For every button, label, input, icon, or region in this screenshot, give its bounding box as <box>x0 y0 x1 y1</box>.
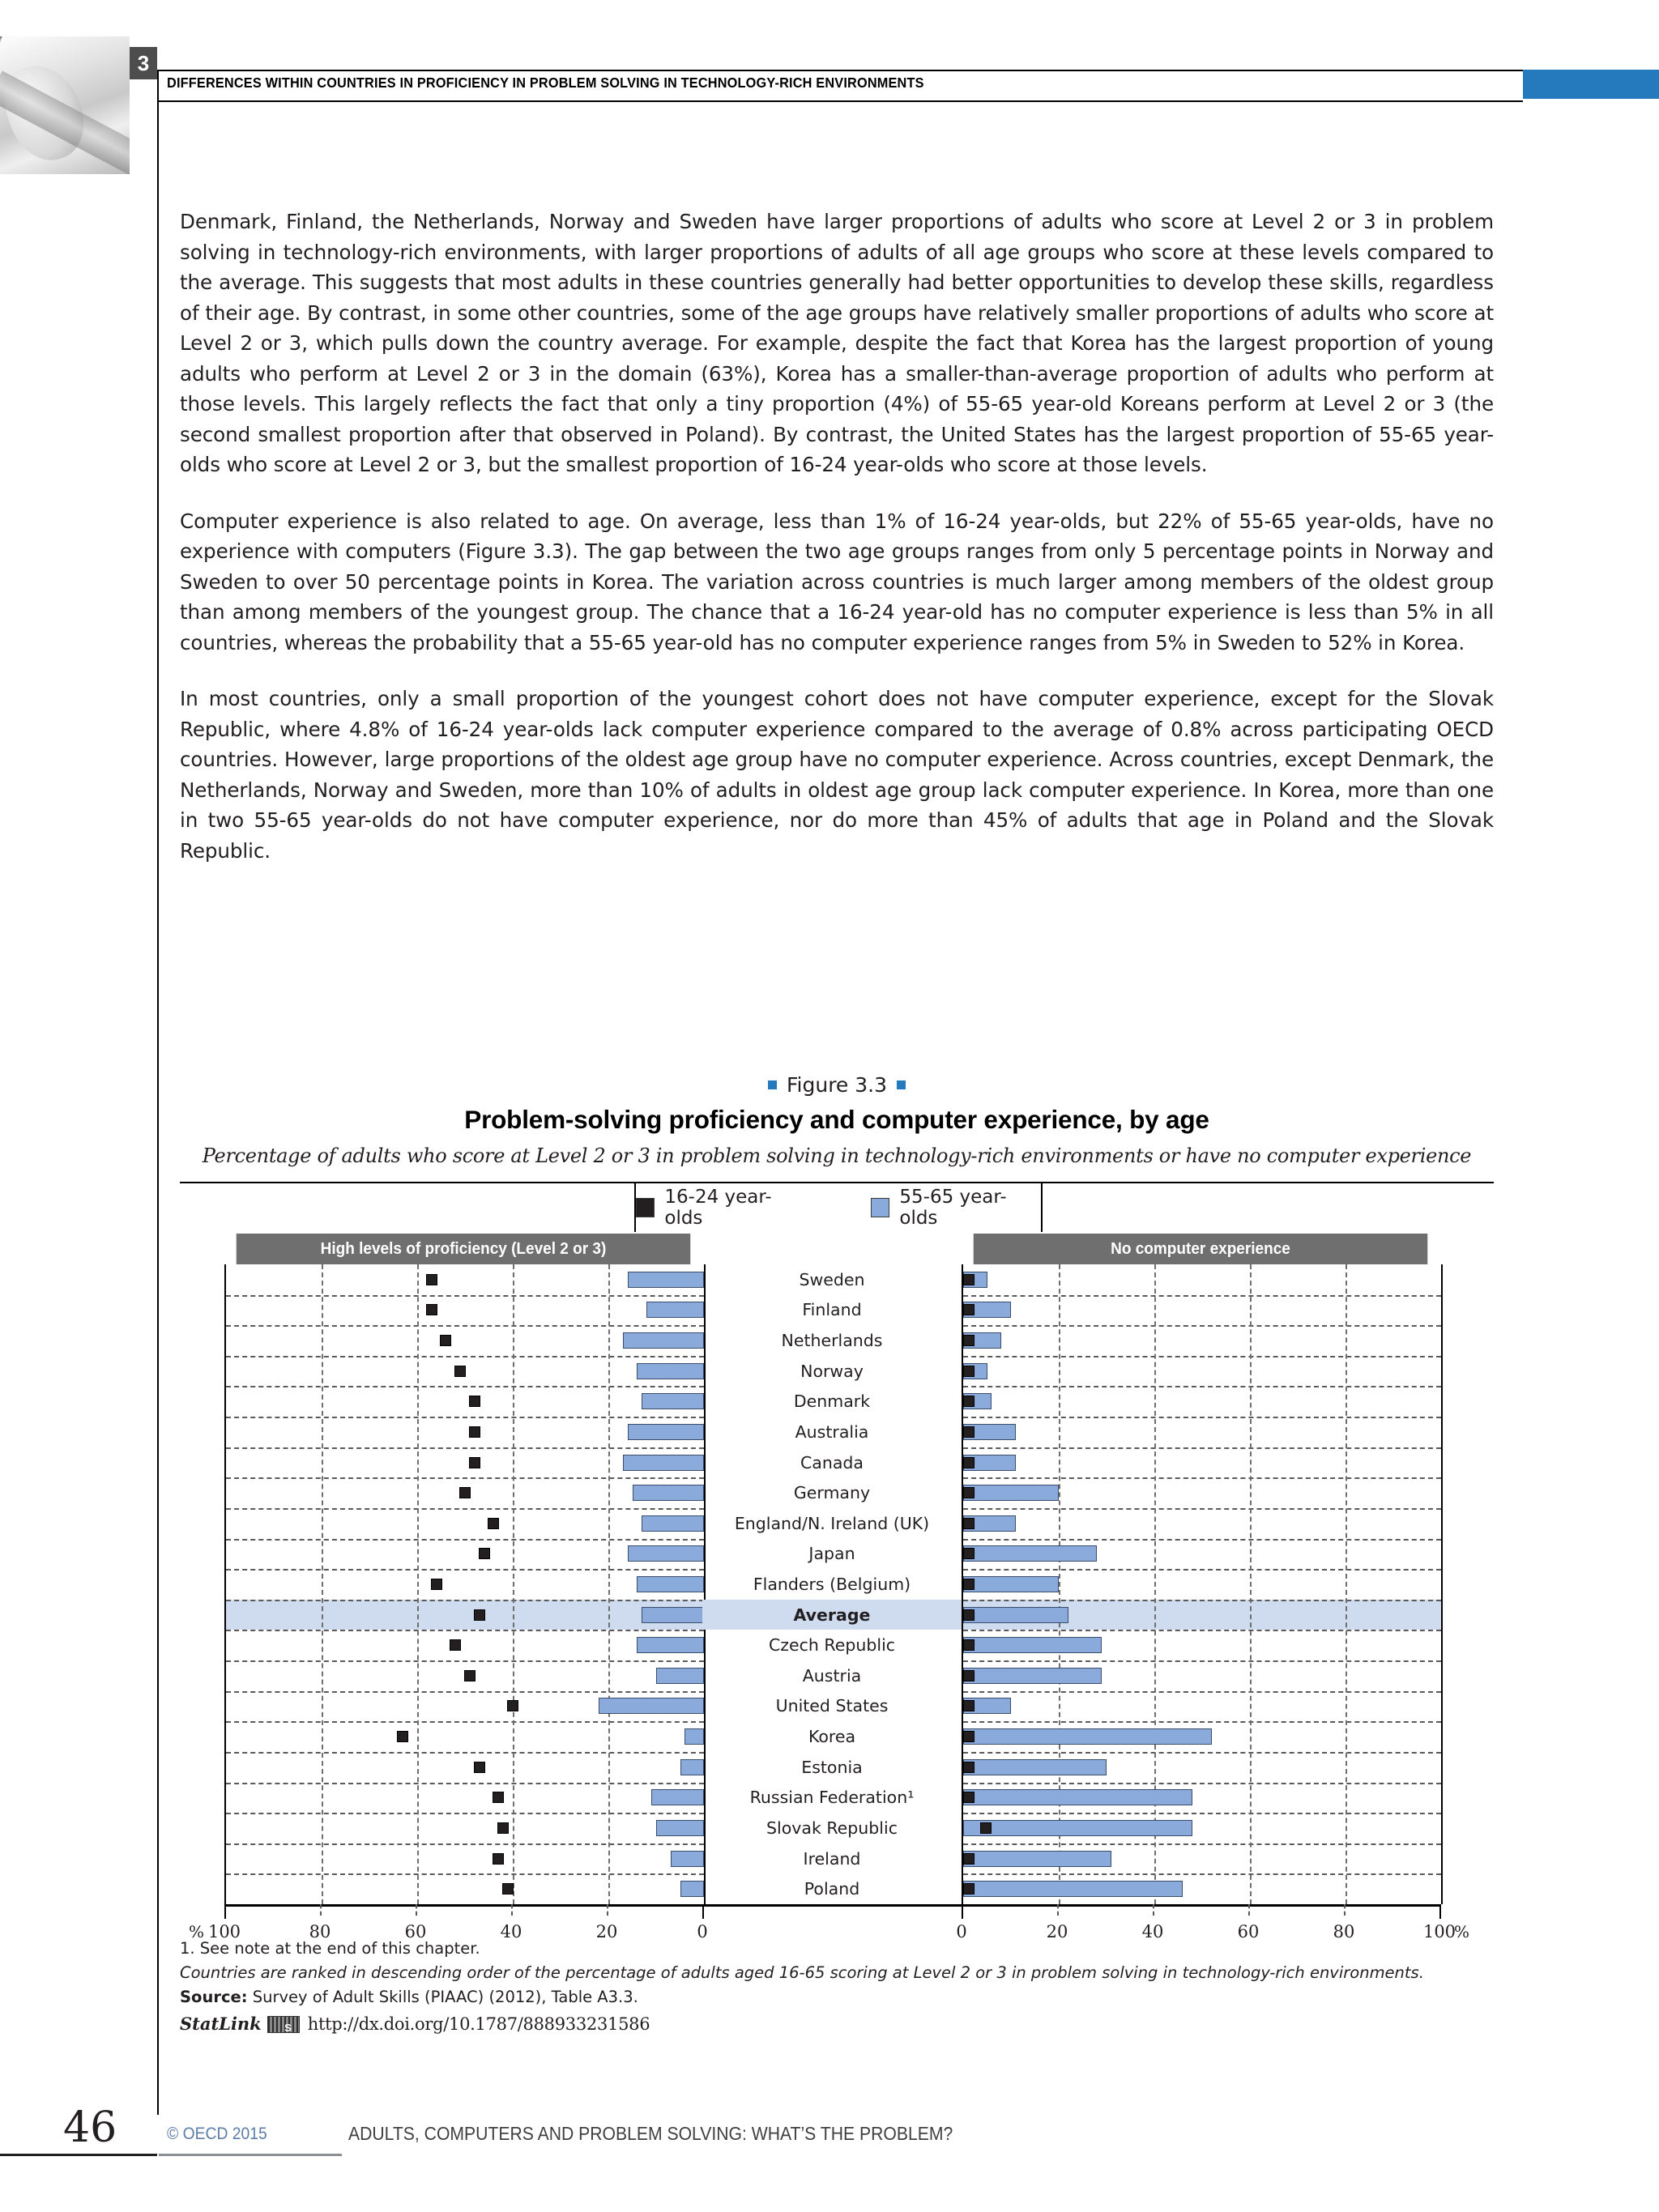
bar-right-old <box>963 1607 1068 1623</box>
marker-right-young <box>963 1670 975 1681</box>
country-label: Average <box>702 1600 962 1630</box>
country-label: Netherlands <box>781 1331 883 1351</box>
vertical-gridline <box>322 1264 323 1904</box>
x-tick-left-60 <box>416 1904 417 1916</box>
country-label: England/N. Ireland (UK) <box>734 1513 930 1533</box>
bar-left-old <box>680 1759 705 1775</box>
legend-swatch-square-icon <box>636 1198 655 1217</box>
x-tick-left-100 <box>224 1904 226 1919</box>
row-gridline <box>226 1783 704 1784</box>
row-gridline <box>963 1295 1441 1297</box>
footer-rule-right <box>159 2154 342 2156</box>
x-axis-line <box>224 1904 1439 1907</box>
country-label: Flanders (Belgium) <box>753 1574 911 1594</box>
marker-left-young <box>454 1366 466 1377</box>
x-tick-right-80 <box>1344 1904 1346 1916</box>
country-label: Austria <box>802 1665 862 1686</box>
row-gridline <box>226 1600 704 1601</box>
row-gridline <box>963 1417 1441 1418</box>
bar-left-old <box>628 1545 704 1562</box>
x-tick-label-right-40: 40 <box>1141 1922 1164 1941</box>
country-label: Sweden <box>799 1269 865 1289</box>
row-gridline <box>226 1660 704 1662</box>
publication-title: ADULTS, COMPUTERS AND PROBLEM SOLVING: WHAT’S THE PROBLEM? <box>348 2123 953 2144</box>
bar-left-old <box>637 1363 704 1379</box>
ranking-note: Countries are ranked in descending order of the percentage of adults aged 16-65 scoring at Level 2 or 3 in problem solving in technology-rich environments. <box>180 1963 1424 1982</box>
page-left-rule <box>157 70 159 2115</box>
row-gridline <box>226 1630 704 1631</box>
country-label: Canada <box>800 1452 864 1473</box>
row-gridline <box>963 1630 1441 1631</box>
marker-left-young <box>493 1792 504 1803</box>
right-panel-axis <box>962 1264 1443 1904</box>
bar-right-old <box>963 1881 1183 1897</box>
source-label: Source: <box>180 1988 248 2006</box>
bar-left-old <box>684 1728 704 1745</box>
row-gridline <box>963 1447 1441 1449</box>
marker-right-young <box>963 1426 975 1438</box>
row-gridline <box>226 1721 704 1723</box>
figure-title: Problem-solving proficiency and computer experience, by age <box>464 1105 1209 1134</box>
marker-left-young <box>397 1731 408 1742</box>
marker-right-young <box>963 1487 975 1498</box>
statlink-row[interactable] <box>180 2012 1508 2036</box>
vertical-gridline <box>417 1264 419 1904</box>
bar-left-old <box>599 1698 704 1714</box>
x-tick-label-left-60: 60 <box>404 1922 427 1941</box>
row-gridline <box>963 1813 1441 1814</box>
legend-label-old: 55-65 year-olds <box>899 1187 1007 1229</box>
vertical-gridline <box>1250 1264 1252 1904</box>
bar-left-old <box>623 1455 704 1471</box>
legend-item-old <box>871 1187 1041 1229</box>
x-tick-right-100 <box>1439 1904 1441 1919</box>
marker-right-young <box>963 1700 975 1711</box>
marker-right-young <box>963 1609 975 1621</box>
source-note <box>180 1986 1508 2009</box>
vertical-gridline <box>1154 1264 1156 1904</box>
bar-left-old <box>628 1424 704 1440</box>
marker-left-young <box>479 1548 490 1559</box>
x-tick-label-left-100: 100 <box>207 1922 241 1941</box>
country-label: Finland <box>802 1300 862 1320</box>
x-axis-unit-left: % <box>189 1922 205 1941</box>
row-gridline <box>226 1691 704 1693</box>
figure-notes <box>180 1937 1508 2036</box>
marker-left-young <box>469 1457 480 1468</box>
x-tick-left-40 <box>511 1904 513 1916</box>
country-label: Slovak Republic <box>766 1818 898 1838</box>
paragraph-3: In most countries, only a small proportion of the youngest cohort does not have computer experience, except for the Slovak Republic, where 4.8% of 16-24 year-olds lack computer experience compared to the average of 0.8% across participating OECD countries. However, large proportions of the oldest age group have no computer experience. Across countries, except Denmark, the Netherlands, Norway and Sweden, more than 10% of adults in oldest age group lack computer experience. In Korea, more than one in two 55-65 year-olds do not have computer experience, nor do more than 45% of adults that age in Poland and the Slovak Republic. <box>180 687 1494 863</box>
panel-header-no-computer: No computer experience <box>974 1234 1428 1264</box>
bar-right-old <box>963 1545 1097 1562</box>
figure-number: Figure 3.3 <box>786 1073 888 1097</box>
marker-left-young <box>459 1487 471 1498</box>
statlink-label: StatLink <box>180 2014 262 2034</box>
row-gridline <box>226 1417 704 1418</box>
row-gridline <box>226 1752 704 1754</box>
bar-right-old <box>963 1485 1059 1501</box>
decorative-photo-strip <box>0 36 130 174</box>
highlight-row-band <box>226 1600 704 1630</box>
figure-block <box>180 1073 1494 1997</box>
chart-legend <box>634 1183 1043 1232</box>
x-tick-label-left-80: 80 <box>309 1922 331 1941</box>
marker-right-young <box>963 1792 975 1803</box>
row-gridline <box>963 1783 1441 1784</box>
bar-left-old <box>628 1272 704 1288</box>
row-gridline <box>963 1356 1441 1357</box>
panel-header-proficiency: High levels of proficiency (Level 2 or 3) <box>237 1234 691 1264</box>
row-gridline <box>963 1660 1441 1662</box>
bar-left-old <box>642 1393 704 1409</box>
bar-right-old <box>963 1820 1192 1836</box>
footnote-1: 1. See note at the end of this chapter. <box>180 1939 480 1958</box>
chapter-number-badge: 3 <box>130 47 157 79</box>
bar-left-old <box>642 1515 704 1532</box>
marker-right-young <box>963 1396 975 1407</box>
x-tick-label-right-20: 20 <box>1046 1922 1068 1941</box>
page-number: 46 <box>63 2103 117 2152</box>
marker-left-young <box>474 1762 485 1773</box>
row-gridline <box>963 1873 1441 1875</box>
row-gridline <box>226 1813 704 1814</box>
source-text: Survey of Adult Skills (PIAAC) (2012), Table A3.3. <box>247 1988 638 2006</box>
marker-left-young <box>426 1304 437 1315</box>
marker-right-young <box>963 1457 975 1468</box>
bar-left-old <box>656 1820 704 1836</box>
marker-right-young <box>963 1335 975 1346</box>
x-tick-right-60 <box>1248 1904 1250 1916</box>
country-label: Germany <box>793 1483 871 1503</box>
legend-label-young: 16-24 year-olds <box>664 1187 772 1229</box>
marker-right-young <box>963 1518 975 1529</box>
page-header <box>0 0 1659 130</box>
marker-left-young <box>493 1853 504 1865</box>
chart <box>180 1182 1494 1997</box>
paragraph-2: Computer experience is also related to age. On average, less than 1% of 16-24 year-olds, but 22% of 55-65 year-olds, have no experience with computers (Figure 3.3). The gap between the two age groups ranges from only 5 percentage points in Norway and Sweden to over 50 percentage points in Korea. The variation across countries is much larger among members of the oldest group than among members of the youngest group. The chance that a 16-24 year-old has no computer experience is less than 5% in all countries, whereas the probability that a 55-65 year-old has no computer experience ranges from 5% in Sweden to 52% in Korea. <box>180 509 1494 654</box>
legend-swatch-bar-icon <box>871 1198 889 1217</box>
x-tick-right-0 <box>962 1904 963 1919</box>
bar-right-old <box>963 1637 1102 1653</box>
marker-left-young <box>469 1396 480 1407</box>
country-label: Japan <box>808 1544 855 1564</box>
page-footer <box>0 2102 1659 2199</box>
marker-left-young <box>497 1822 509 1834</box>
marker-right-young <box>963 1304 975 1315</box>
row-gridline <box>226 1447 704 1449</box>
country-label-column <box>702 1264 962 1904</box>
row-gridline <box>226 1508 704 1510</box>
body-text <box>180 207 1494 892</box>
bar-right-old <box>963 1789 1192 1805</box>
country-label: Czech Republic <box>768 1635 896 1656</box>
marker-left-young <box>440 1335 451 1346</box>
marker-left-young <box>431 1579 442 1590</box>
row-gridline <box>963 1539 1441 1541</box>
bar-left-old <box>680 1881 705 1897</box>
vertical-gridline <box>608 1264 610 1904</box>
figure-number-line <box>180 1073 1494 1097</box>
bar-right-old <box>963 1668 1102 1684</box>
row-gridline <box>226 1843 704 1845</box>
x-tick-label-right-0: 0 <box>956 1922 967 1941</box>
figure-subtitle: Percentage of adults who score at Level 2 or 3 in problem solving in technology-rich environments or have no computer experience <box>202 1144 1472 1167</box>
row-gridline <box>226 1569 704 1571</box>
country-label: United States <box>775 1696 889 1716</box>
paragraph-1: Denmark, Finland, the Netherlands, Norway and Sweden have larger proportions of adults who score at Level 2 or 3 in problem solving in technology-rich environments, with larger proportions of adults of all age groups who score at these levels compared to the average. This suggests that most adults in these countries generally had better opportunities to develop these skills, regardless of their age. By contrast, in some other countries, some of the age groups have relatively smaller proportions of adults who score at Level 2 or 3, which pulls down the country average. For example, despite the fact that Korea has the largest proportion of young adults who perform at Level 2 or 3 in the domain (63%), Korea has a smaller-than-average proportion of adults who perform at those levels. This largely reflects the fact that only a tiny proportion (4%) of 55-65 year-old Koreans perform at Level 2 or 3 (the second smallest proportion after that observed in Poland). By contrast, the United States has the largest proportion of 55-65 year-olds who score at Level 2 or 3, but the smallest proportion of 16-24 year-olds who score at those levels. <box>180 210 1494 476</box>
country-label: Estonia <box>801 1757 863 1777</box>
row-gridline <box>963 1477 1441 1479</box>
row-gridline <box>226 1295 704 1297</box>
x-tick-left-0 <box>702 1904 704 1919</box>
row-gridline <box>226 1539 704 1541</box>
row-gridline <box>226 1325 704 1327</box>
marker-right-young <box>963 1548 975 1559</box>
marker-right-young <box>963 1639 975 1651</box>
marker-left-young <box>502 1883 514 1894</box>
marker-right-young <box>963 1366 975 1377</box>
marker-right-young <box>963 1731 975 1742</box>
bar-left-old <box>633 1485 705 1501</box>
country-label: Korea <box>808 1727 856 1747</box>
vertical-gridline <box>513 1264 514 1904</box>
country-label: Russian Federation¹ <box>749 1788 915 1808</box>
bar-left-old <box>671 1851 704 1867</box>
bar-left-old <box>637 1576 704 1592</box>
bar-right-old <box>963 1759 1107 1775</box>
vertical-gridline <box>1346 1264 1347 1904</box>
bar-left-old <box>656 1668 704 1684</box>
row-gridline <box>226 1356 704 1357</box>
marker-right-young <box>963 1762 975 1773</box>
bar-left-old <box>637 1637 704 1653</box>
row-gridline <box>226 1477 704 1479</box>
marker-right-young <box>963 1274 975 1285</box>
marker-right-young <box>963 1883 975 1894</box>
marker-left-young <box>469 1426 480 1438</box>
running-head-title: DIFFERENCES WITHIN COUNTRIES IN PROFICIENCY IN PROBLEM SOLVING IN TECHNOLOGY-RICH ENVIRONMENTS <box>167 75 924 91</box>
x-tick-label-left-20: 20 <box>595 1922 618 1941</box>
marker-left-young <box>474 1609 485 1621</box>
bar-right-old <box>963 1576 1059 1592</box>
bar-left-old <box>642 1607 704 1623</box>
x-tick-label-right-60: 60 <box>1237 1922 1260 1941</box>
row-gridline <box>963 1691 1441 1693</box>
header-accent-block <box>1523 70 1659 99</box>
row-gridline <box>963 1721 1441 1723</box>
row-gridline <box>226 1873 704 1875</box>
country-label: Australia <box>795 1421 869 1442</box>
country-label: Norway <box>800 1361 864 1381</box>
bar-left-old <box>646 1302 704 1318</box>
country-label: Denmark <box>793 1392 871 1412</box>
row-gridline <box>226 1386 704 1387</box>
x-tick-right-40 <box>1153 1904 1154 1916</box>
x-tick-left-80 <box>320 1904 322 1916</box>
marker-left-young <box>450 1639 461 1651</box>
x-tick-label-left-40: 40 <box>500 1922 522 1941</box>
row-gridline <box>963 1325 1441 1327</box>
row-gridline <box>963 1508 1441 1510</box>
bar-right-old <box>963 1728 1212 1745</box>
row-gridline <box>963 1569 1441 1571</box>
marker-right-young <box>980 1822 992 1834</box>
marker-right-young <box>963 1853 975 1865</box>
row-gridline <box>963 1600 1441 1601</box>
bar-right-old <box>963 1851 1111 1867</box>
bar-left-old <box>623 1332 704 1349</box>
legend-item-young <box>636 1187 806 1229</box>
x-tick-label-right-80: 80 <box>1333 1922 1355 1941</box>
left-panel-axis <box>224 1264 706 1904</box>
row-gridline <box>963 1843 1441 1845</box>
statlink-url[interactable]: http://dx.doi.org/10.1787/888933231586 <box>307 2014 650 2034</box>
copyright-notice: © OECD 2015 <box>167 2125 267 2143</box>
marker-right-young <box>963 1579 975 1590</box>
marker-left-young <box>426 1274 437 1285</box>
x-tick-label-left-0: 0 <box>697 1922 708 1941</box>
marker-left-young <box>507 1700 518 1711</box>
x-tick-left-20 <box>607 1904 608 1916</box>
x-axis-unit-right: % <box>1454 1922 1470 1941</box>
square-bullet-left-icon <box>768 1080 777 1089</box>
marker-left-young <box>464 1670 476 1681</box>
x-tick-label-right-100: 100 <box>1422 1922 1456 1941</box>
x-tick-right-20 <box>1057 1904 1059 1916</box>
country-label: Poland <box>804 1879 860 1899</box>
footer-rule-left <box>0 2154 157 2156</box>
bar-left-old <box>651 1789 704 1805</box>
vertical-gridline <box>1059 1264 1060 1904</box>
statlink-barcode-icon <box>267 2016 300 2033</box>
marker-left-young <box>488 1518 499 1529</box>
row-gridline <box>963 1386 1441 1387</box>
row-gridline <box>963 1752 1441 1754</box>
square-bullet-right-icon <box>897 1080 906 1089</box>
country-label: Ireland <box>803 1848 861 1869</box>
